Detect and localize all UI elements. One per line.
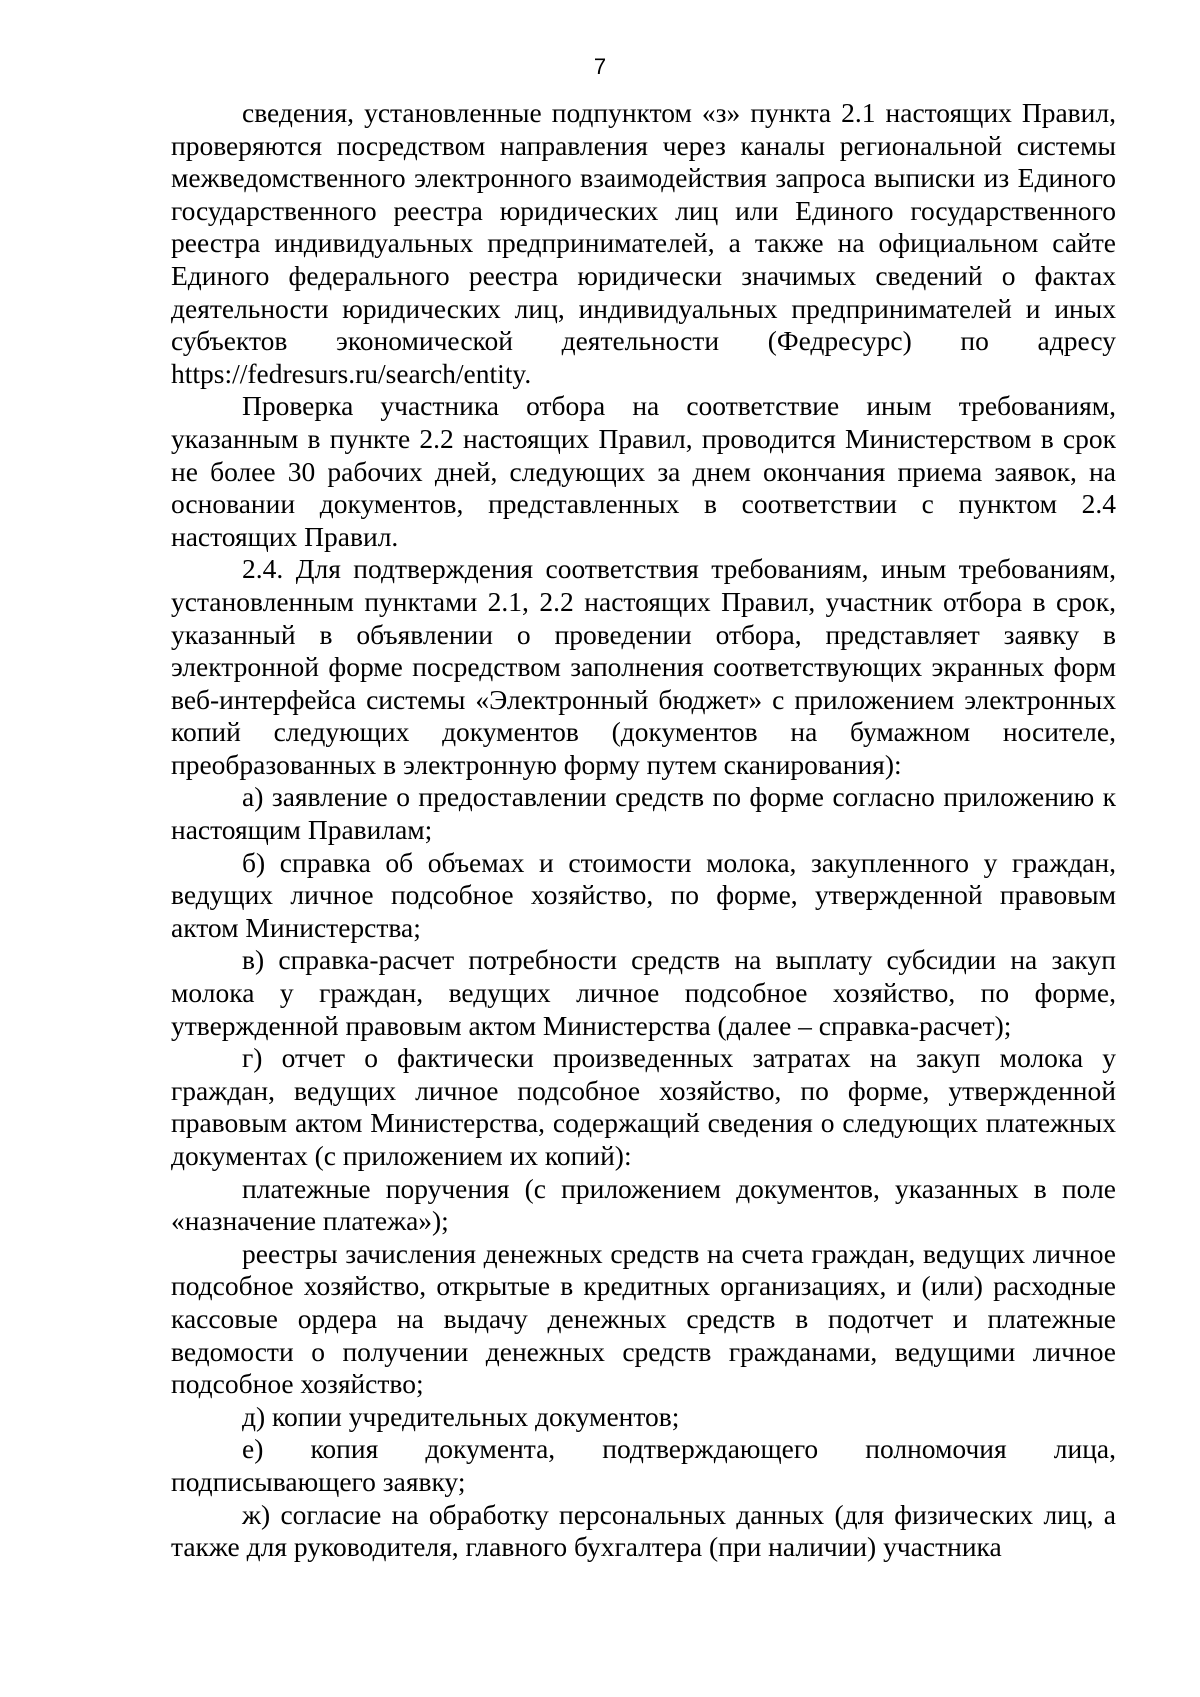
list-item-zh: ж) согласие на обработку персональных данных (для физических лиц, а также для руководителя, главного бухгалтера (при наличии) участника [171,1498,1116,1563]
list-item-g: г) отчет о фактически произведенных затратах на закуп молока у граждан, ведущих личное подсобное хозяйство, по форме, утвержденной правовым актом Министерства, содержащий сведения о следующих платежных документах (с приложением их копий): [171,1042,1116,1171]
list-item-d: д) копии учредительных документов; [242,1400,680,1432]
sub-item-registers: реестры зачисления денежных средств на счета граждан, ведущих личное подсобное хозяйство, открытые в кредитных организациях, и (или) расходные кассовые ордера на выдачу денежных средств в подотчет и платежные ведомости о получении денежных средств гражданами, ведущими личное подсобное хозяйство; [171,1237,1116,1400]
list-item-b: б) справка об объемах и стоимости молока, закупленного у граждан, ведущих личное подсобное хозяйство, по форме, утвержденной правовым актом Министерства; [171,846,1116,943]
list-item-e: е) копия документа, подтверждающего полномочия лица, подписывающего заявку; [171,1433,1116,1497]
list-item-v: в) справка-расчет потребности средств на выплату субсидии на закуп молока у граждан, ведущих личное подсобное хозяйство, по форме, утвержденной правовым актом Министерства (далее – справка-расчет); [171,944,1116,1041]
page-number: 7 [593,54,607,79]
paragraph-2-4: 2.4. Для подтверждения соответствия требованиям, иным требованиям, установленным пунктами 2.1, 2.2 настоящих Правил, участник отбора в срок, указанный в объявлении о проведении отбора, представляет заявку в электронной форме посредством заполнения соответствующих экранных форм веб-интерфейса системы «Электронный бюджет» с приложением электронных копий следующих документов (документов на бумажном носителе, преобразованных в электронную форму путем сканирования): [171,553,1116,780]
paragraph-participant-check: Проверка участника отбора на соответствие иным требованиям, указанным в пункте 2.2 настоящих Правил, проводится Министерством в срок не более 30 рабочих дней, следующих за днем окончания приема заявок, на основании документов, представленных в соответствии с пунктом 2.4 настоящих Правил. [171,390,1116,552]
document-body [171,97,1116,1564]
list-item-a: а) заявление о предоставлении средств по форме согласно приложению к настоящим Правилам; [171,781,1116,846]
paragraph-continuation: сведения, установленные подпунктом «з» пункта 2.1 настоящих Правил, проверяются посредством направления через каналы региональной системы межведомственного электронного взаимодействия запроса выписки из Единого государственного реестра юридических лиц или Единого государственного реестра индивидуальных предпринимателей, а также на официальном сайте Единого федерального реестра юридически значимых сведений о фактах деятельности юридических лиц, индивидуальных предпринимателей и иных субъектов экономической деятельности (Федресурс) по адресу https://fedresurs.ru/search/entity. [171,97,1116,389]
sub-item-payment-orders: платежные поручения (с приложением документов, указанных в поле «назначение платежа»); [171,1172,1116,1237]
